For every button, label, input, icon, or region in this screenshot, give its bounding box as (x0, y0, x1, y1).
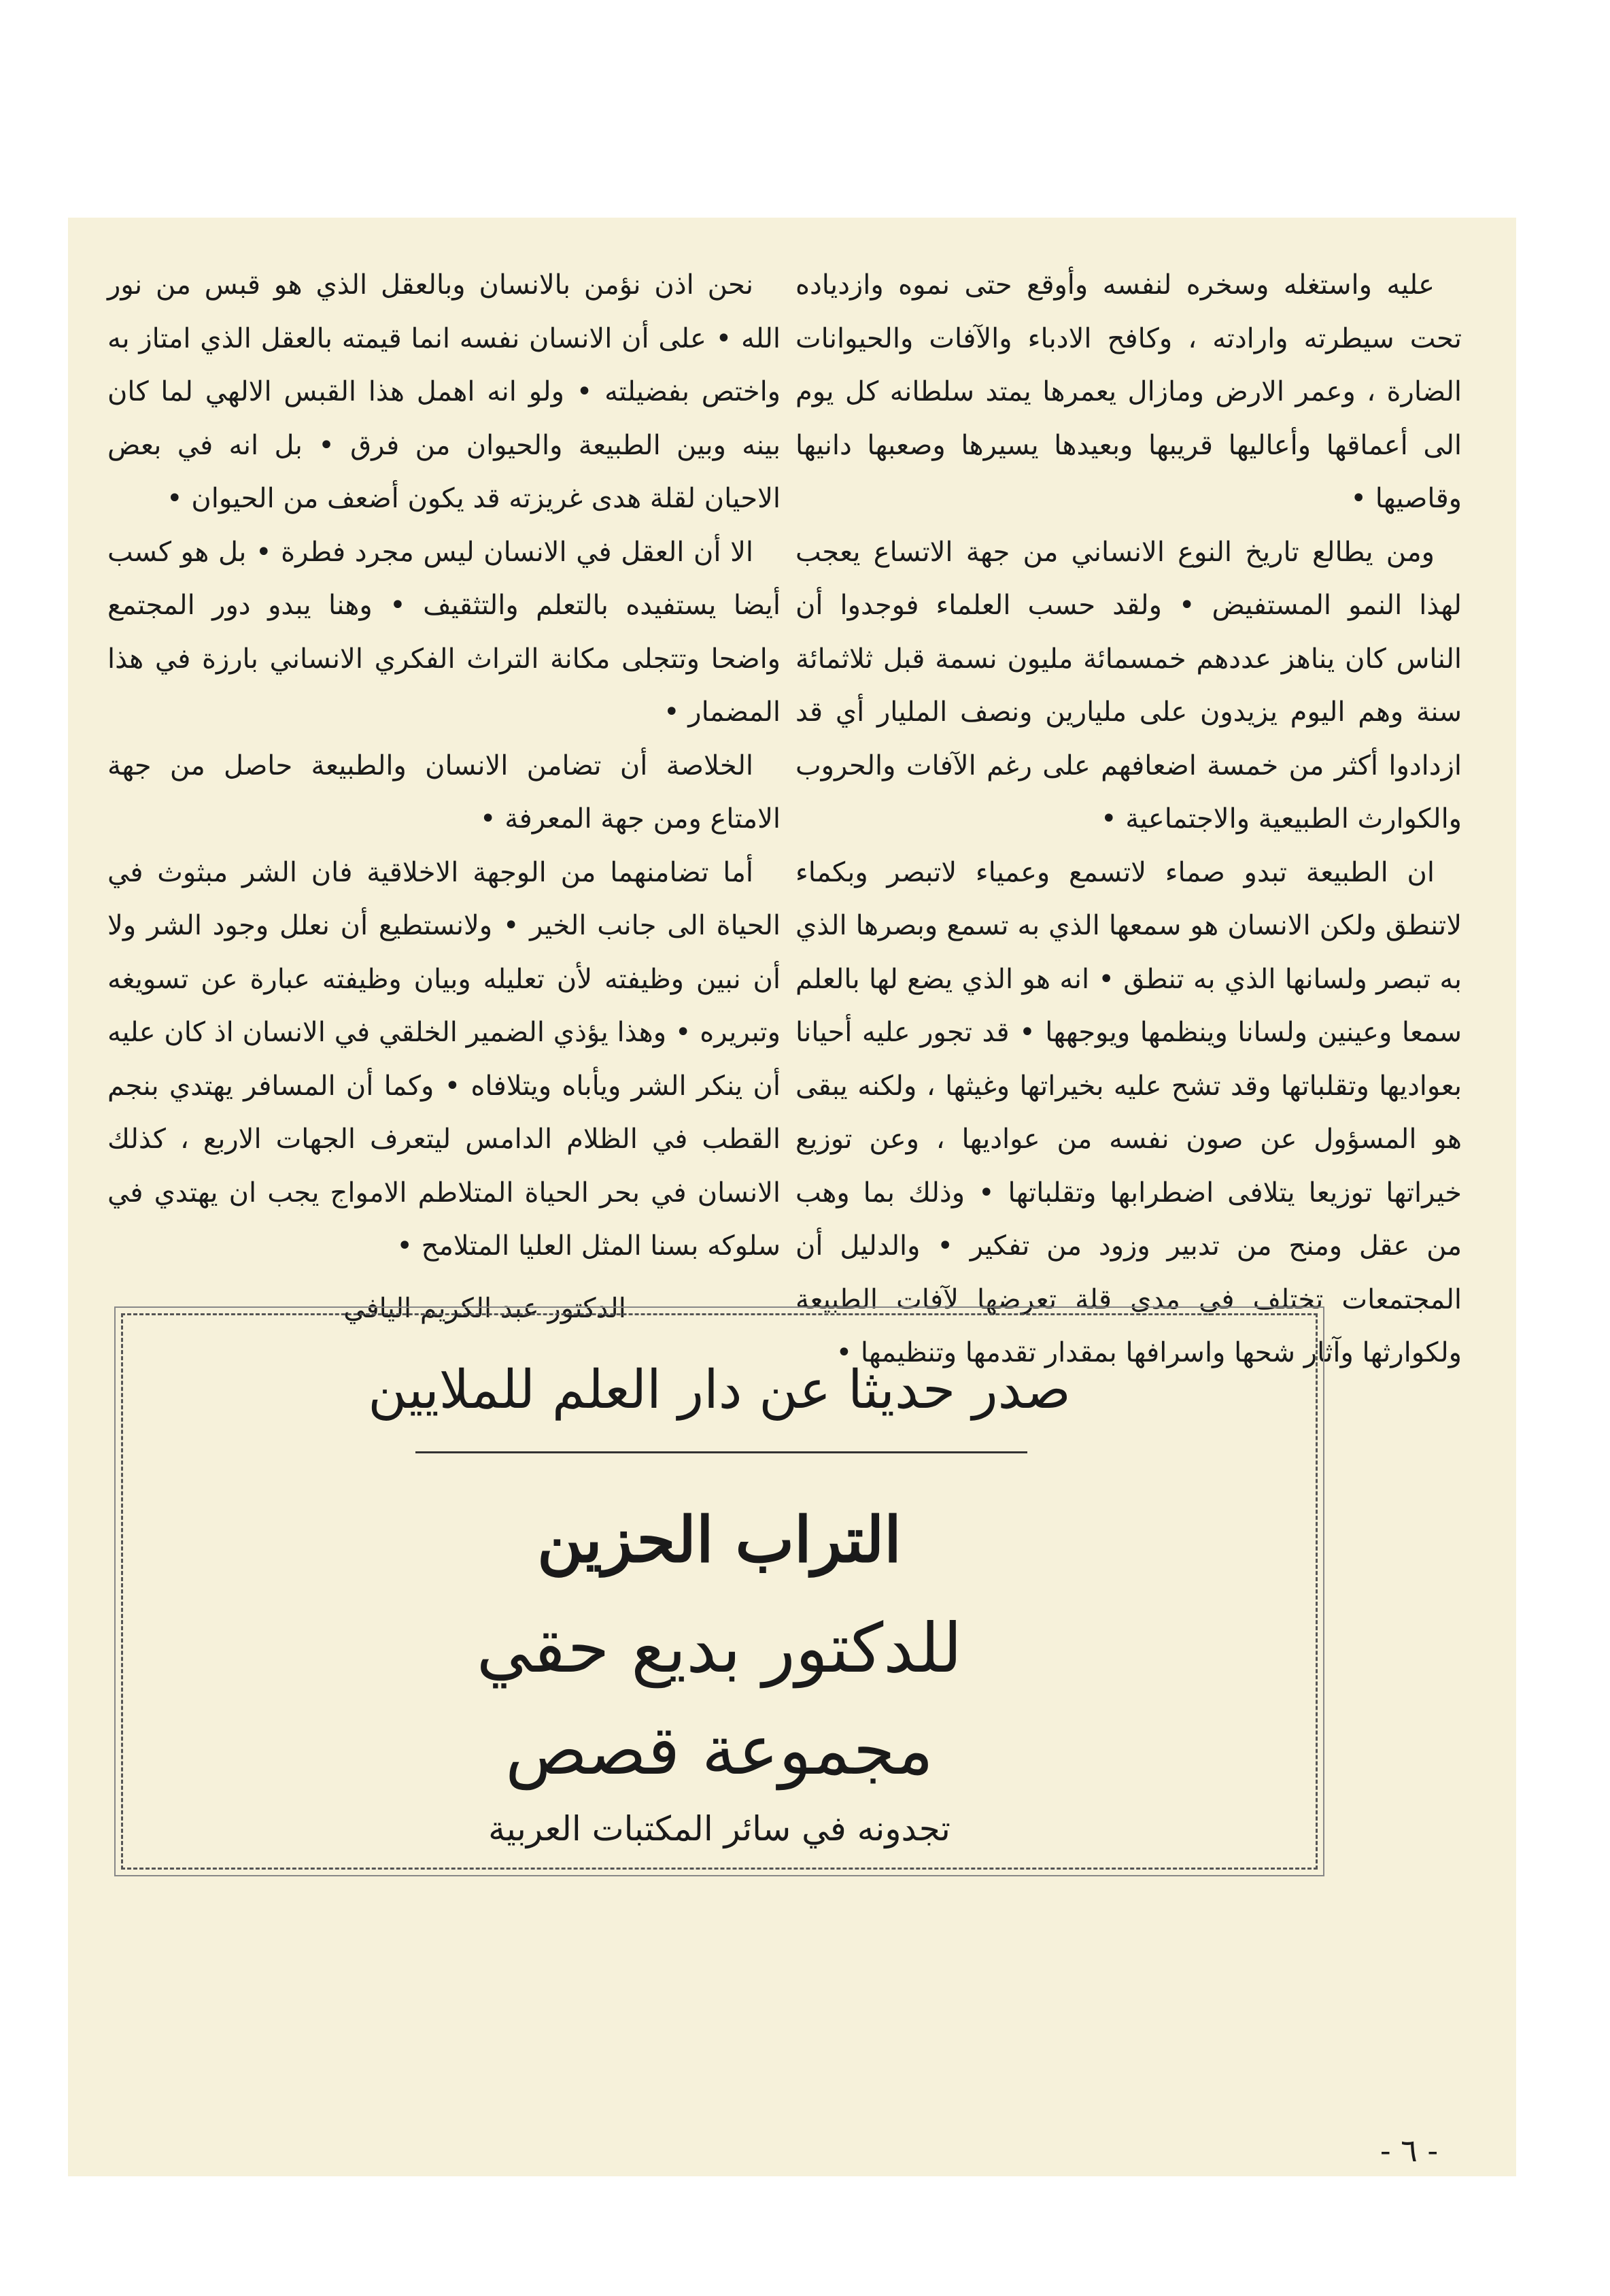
ad-divider (415, 1451, 1027, 1453)
paragraph: نحن اذن نؤمن بالانسان وبالعقل الذي هو قبس من نور الله • على أن الانسان نفسه انما قيمته بالعقل الذي امتاز به واختص بفضيلته • ولو انه اهمل هذا القبس الالهي لما كان بينه وبين الطبيعة والحيوان من فرق • بل انه في بعض الاحيان لقلة هدى غريزته قد يكون أضعف من الحيوان • (107, 269, 781, 514)
paragraph: ومن يطالع تاريخ النوع الانساني من جهة الاتساع يعجب لهذا النمو المستفيض • ولقد حسب العلماء فوجدوا أن الناس كان يناهز عددهم خمسمائة مليون نسمة قبل ثلاثمائة سنة وهم اليوم يزيدون على مليارين ونصف المليار أي قد ازدادوا أكثر من خمسة اضعافهم على رغم الآفات والحروب والكوارث الطبيعية والاجتماعية • (795, 536, 1462, 834)
paragraph: أما تضامنهما من الوجهة الاخلاقية فان الشر مبثوث في الحياة الى جانب الخير • ولانستطيع أن نعلل وجود الشر ولا أن نبين وظيفته لأن تعليله وبيان وظيفته عبارة عن تسويغه وتبريره • وهذا يؤذي الضمير الخلقي في الانسان اذ كان عليه أن ينكر الشر ويأباه ويتلافاه • وكما أن المسافر يهتدي بنجم القطب في الظلام الدامس ليتعرف الجهات الاربع ، كذلك الانسان في بحر الحياة المتلاطم الامواج يجب ان يهتدي في سلوكه بسنا المثل العليا المتلامح • (107, 856, 781, 1262)
ad-book-author: للدكتور بديع حقي (476, 1608, 963, 1688)
ad-availability: تجدونه في سائر المكتبات العربية (488, 1809, 950, 1848)
paragraph: الخلاصة أن تضامن الانسان والطبيعة حاصل من جهة الامتاع ومن جهة المعرفة • (107, 749, 781, 834)
ad-book-genre: مجموعة قصص (505, 1710, 934, 1790)
paragraph: عليه واستغله وسخره لنفسه وأوقع حتى نموه وازدياده تحت سيطرته وارادته ، وكافح الادباء والآفات والحيوانات الضارة ، وعمر الارض ومازال يعمرها يمتد سلطانه كل يوم الى أعماقها وأعاليها قريبها وبعيدها يسيرها وصعبها دانيها وقاصيها • (795, 269, 1462, 514)
article-column-right (795, 258, 1462, 1380)
book-advertisement (121, 1313, 1318, 1870)
page-number: - ٦ - (1380, 2132, 1439, 2169)
ad-book-title: التراب الحزين (537, 1503, 902, 1576)
article-column-left (107, 258, 781, 1329)
paragraph: الا أن العقل في الانسان ليس مجرد فطرة • بل هو كسب أيضا يستفيده بالتعلم والتثقيف • وهنا يبدو دور المجتمع واضحا وتتجلى مكانة التراث الفكري الانساني بارزة في هذا المضمار • (107, 536, 781, 728)
magazine-page (68, 218, 1516, 2176)
author-signature: الدكتور عبد الكريم اليافي (343, 1292, 626, 1324)
paragraph: ان الطبيعة تبدو صماء لاتسمع وعمياء لاتبصر وبكماء لاتنطق ولكن الانسان هو سمعها الذي به تسمع وبصرها الذي به تبصر ولسانها الذي به تنطق • انه هو الذي يضع لها بالعلم سمعا وعينين ولسانا وينظمها ويوجهها • قد تجور عليه أحيانا بعواديها وتقلباتها وقد تشح عليه بخيراتها وغيثها ، ولكنه يبقى هو المسؤول عن صون نفسه من عواديها ، وعن توزيع خيراتها توزيعا يتلافى اضطرابها وتقلباتها • وذلك بما وهب من عقل ومنح من تدبير وزود من تفكير • والدليل أن المجتمعات تختلف في مدى قلة تعرضها لآفات الطبيعة ولكوارثها وآثار شحها واسرافها بمقدار تقدمها وتنظيمها • (795, 856, 1462, 1368)
ad-publisher-heading: صدر حديثا عن دار العلم للملايين (368, 1360, 1071, 1421)
